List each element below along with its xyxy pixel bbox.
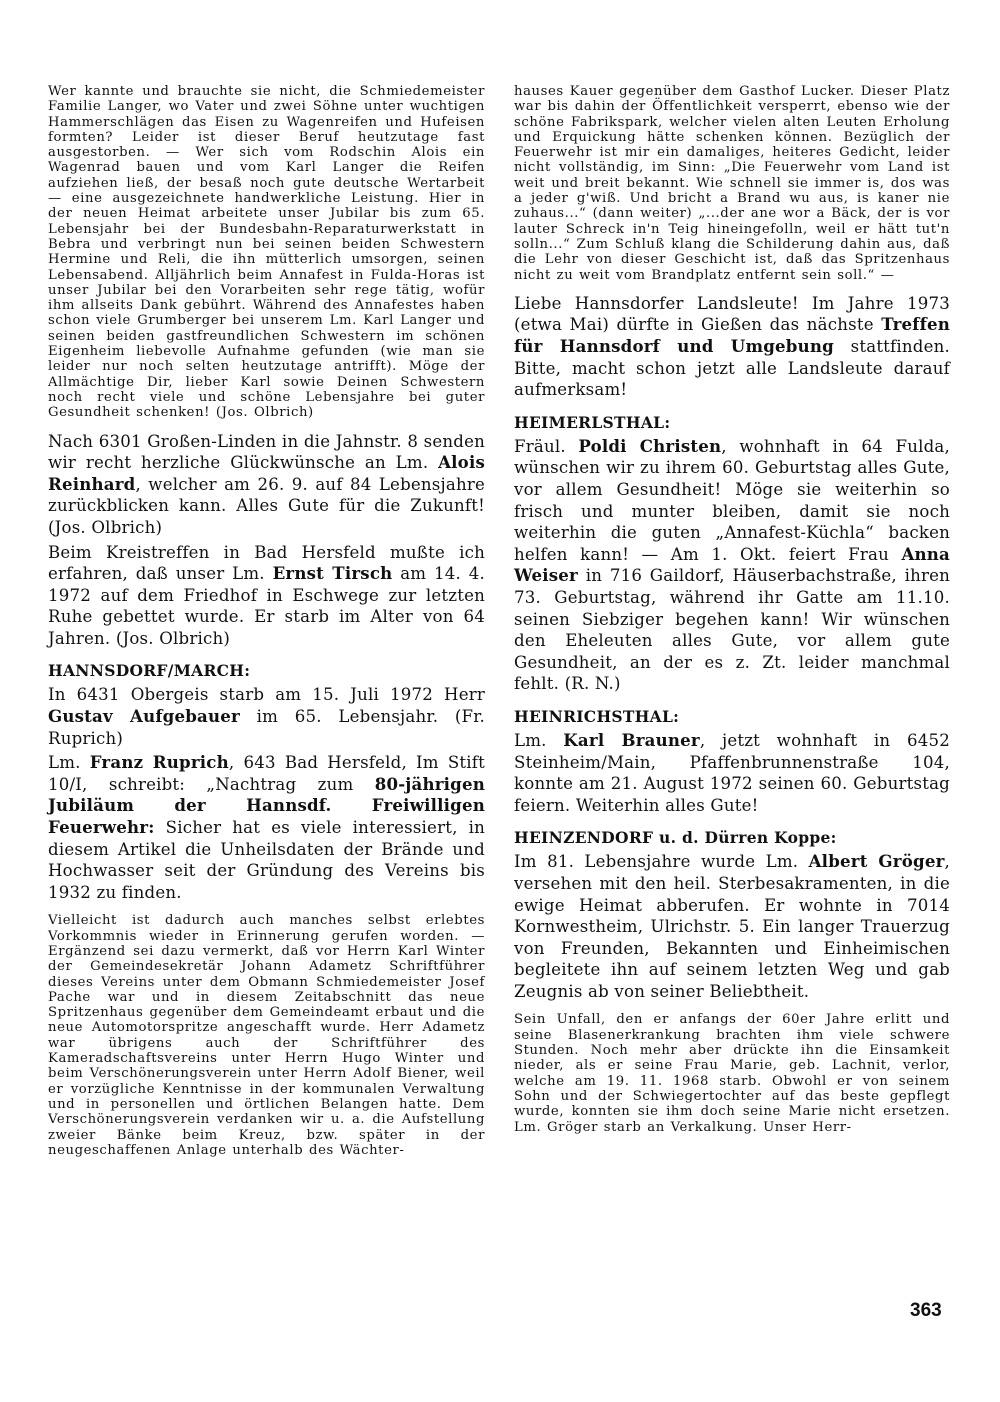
paragraph — [48, 913, 485, 1158]
bold-name: Albert Gröger — [808, 851, 945, 872]
text-run: In 6431 Obergeis starb am 15. Juli 1972 Herr — [48, 685, 485, 705]
text-run: , jetzt wohnhaft in 6452 Steinheim/Main, Pfaffenbrunnenstraße 104, konnte am 21. August 1972 seinen 60. Geburtstag feiern. Weiterhin alles Gute! — [514, 730, 950, 815]
left-column — [48, 84, 485, 1158]
text-run: Sicher hat es viele interessiert, in diesem Artikel die Unheilsdaten der Brände und Hochwasser seit der Gründung des Vereins bis 1932 zu finden. — [48, 818, 485, 902]
page-number: 363 — [910, 1300, 942, 1321]
text-run: HEIMERLSTHAL: — [514, 412, 671, 432]
text-run: Liebe Hannsdorfer Landsleute! Im Jahre 1973 (etwa Mai) dürfte in Gießen das nächste — [514, 293, 950, 335]
text-run: Beim Kreistreffen in Bad Hersfeld mußte ich erfahren, daß unser Lm. — [48, 542, 485, 584]
text-run: am 14. 4. 1972 auf dem Friedhof in Eschwege zur letzten Ruhe gebettet wurde. Er starb im Alter von 64 Jahren. (Jos. Olbrich) — [48, 564, 485, 648]
text-run: Lm. — [514, 730, 564, 750]
bold-name: Ernst Tirsch — [272, 563, 393, 584]
text-run: , versehen mit den heil. Sterbesakramenten, in die ewige Heimat abberufen. Er wohnte in 7014 Kornwestheim, Ulrichstr. 5. Ein langer Trauerzug von Freunden, Bekannten und Einheimischen begleitete ihn auf seinem letzten Weg und gab Zeugnis ab von seiner Beliebtheit. — [514, 852, 950, 1001]
text-run: stattfinden. Bitte, macht schon jetzt alle Landsleute darauf aufmerksam! — [514, 337, 950, 400]
text-run: im 65. Lebensjahr. (Fr. Ruprich) — [48, 707, 485, 748]
text-run: , 643 Bad Hersfeld, Im Stift 10/I, schreibt: „Nachtrag zum — [48, 753, 485, 794]
text-run: Fräul. — [514, 436, 579, 456]
text-run: HANNSDORF/MARCH: — [48, 661, 251, 681]
text-run: HEINZENDORF u. d. Dürren Koppe: — [514, 828, 837, 848]
paragraph — [514, 293, 950, 401]
bold-name: Treffen für Hannsdorf und Umgebung — [514, 314, 950, 357]
paragraph — [48, 542, 485, 650]
paragraph — [514, 84, 950, 283]
bold-name: Poldi Christen — [578, 435, 722, 456]
text-run: hauses Kauer gegenüber dem Gasthof Lucker. Dieser Platz war bis dahin der Öffentlichkeit versperrt, ebenso wie der schöne Fabrikspark, welcher vielen alten Leuten Erholung und Erquickung hätte schenken können. Bezüglich der Feuerwehr ist mir ein damaliges, heiteres Gedicht, leider nicht vollständig, im Sinn: „Die Feuerwehr vom Land ist weit und breit bekannt. Wie schnell sie immer is, dos was a jeder g'wiß. Und bricht a Brand wu aus, is kaner nie zuhaus...“ (dann weiter) „...der ane wor a Bäck, der is vor lauter Schreck in'n Teig hineingefolln, weil er hätt tut'n solln...“ Zum Schluß klang die Schilderung dahin aus, daß die Lehr von dieser Geschicht ist, daß das Spritzenhaus nicht zu weit vom Brandplatz entfernt sein soll.“ — — [514, 84, 950, 283]
text-run: , wohnhaft in 64 Fulda, wünschen wir zu ihrem 60. Geburtstag alles Gute, vor allem Gesundheit! Möge sie weiterhin so frisch und munter bleiben, damit sie noch weiterhin die guten „Annafest-Küchla“ backen helfen kann! — Am 1. Okt. feiert Frau — [514, 436, 950, 564]
paragraph — [514, 436, 950, 695]
bold-name: Anna Weiser — [514, 543, 950, 586]
text-run: Im 81. Lebensjahre wurde Lm. — [514, 852, 809, 872]
text-run: Vielleicht ist dadurch auch manches selbst erlebtes Vorkommnis wieder in Erinnerung gerufen worden. — Ergänzend sei dazu vermerkt, daß vor Herrn Karl Winter der Gemeindesekretär Johann Adametz Schriftführer dieses Vereins unter dem Obmann Schmiedemeister Josef Pache war und in diesem Zeitabschnitt das neue Spritzenhaus gegenüber dem Gemeindeamt erbaut und die neue Automotorspritze angeschafft wurde. Herr Adametz war übrigens auch der Schriftführer des Kameradschaftsvereins unter Herrn Hugo Winter und beim Verschönerungsverein unter Herrn Adolf Biener, weil er vorzügliche Kenntnisse in der kommunalen Verwaltung und in personellen und örtlichen Belangen hatte. Dem Verschönerungsverein verdanken wir u. a. die Aufstellung zweier Bänke beim Kreuz, bzw. später in der neugeschaffenen Anlage unterhalb des Wächter- — [48, 913, 485, 1158]
text-run: in 716 Gaildorf, Häuserbachstraße, ihren 73. Geburtstag, während ihr Gatte am 11.10. seinen Siebziger begehen kann! Wir wünschen den Eheleuten alles Gute, vor allem gute Gesundheit, an der es z. Zt. leider manchmal fehlt. (R. N.) — [514, 566, 950, 694]
text-run: Lm. — [48, 753, 90, 773]
bold-name: Gustav Aufgebauer — [48, 706, 240, 727]
section-heading — [514, 707, 950, 726]
bold-name: 80-jährigen Jubiläum der Hannsdf. Freiwilligen Feuerwehr: — [48, 773, 485, 838]
bold-name: Karl Brauner — [563, 729, 700, 750]
paragraph — [514, 730, 950, 816]
bold-name: Alois Reinhard — [48, 452, 485, 494]
text-run: Sein Unfall, den er anfangs der 60er Jahre erlitt und seine Blasenerkrankung brachten ihm viele schwere Stunden. Noch mehr aber drückte ihn die Einsamkeit nieder, als er seine Frau Marie, geb. Lachnit, verlor, welche am 19. 11. 1968 starb. Obwohl er von seinem Sohn und der Schwiegertochter auf das beste gepflegt wurde, konnten sie ihm doch seine Marie nicht ersetzen. Lm. Gröger starb an Verkalkung. Unser Herr- — [514, 1012, 950, 1135]
text-run: HEINRICHSTHAL: — [514, 706, 680, 726]
right-column — [514, 84, 950, 1135]
bold-name: Franz Ruprich — [89, 752, 229, 773]
section-heading — [514, 413, 950, 432]
paragraph — [48, 84, 485, 421]
section-heading — [48, 661, 485, 680]
paragraph — [48, 431, 485, 539]
text-run: , welcher am 26. 9. auf 84 Lebensjahre zurückblicken kann. Alles Gute für die Zukunft! (Jos. Olbrich) — [48, 474, 485, 537]
paragraph — [48, 752, 485, 903]
text-run: Wer kannte und brauchte sie nicht, die Schmiedemeister Familie Langer, wo Vater und zwei Söhne unter wuchtigen Hammerschlägen das Eisen zu Wagenreifen und Hufeisen formten? Leider ist dieser Beruf heutzutage fast ausgestorben. — Wer sich vom Rodschin Alois ein Wagenrad bauen und vom Karl Langer die Reifen aufziehen ließ, der besaß noch gute deutsche Wertarbeit — eine ausgezeichnete handwerkliche Leistung. Hier in der neuen Heimat arbeitete unser Jubilar bis zum 65. Lebensjahr bei der Bundesbahn-Reparaturwerkstatt in Bebra und verbringt nun bei seinen beiden Schwestern Hermine und Reli, die ihn mütterlich umsorgen, seinen Lebensabend. Alljährlich beim Annafest in Fulda-Horas ist unser Jubilar bei den Vorarbeiten sehr rege tätig, wofür ihm allseits Dank gebührt. Während des Annafestes haben schon viele Grumberger bei unserem Lm. Karl Langer und seinen beiden gastfreundlichen Schwestern im schönen Eigenheim liebevolle Aufnahme gefunden (wie man sie leider nur noch selten heutzutage antrifft). Möge der Allmächtige Dir, lieber Karl sowie Deinen Schwestern noch recht viele und schöne Lebensjahre bei guter Gesundheit schenken! (Jos. Olbrich) — [48, 84, 485, 421]
paragraph — [48, 684, 485, 749]
paragraph — [514, 1012, 950, 1134]
text-run: Nach 6301 Großen-Linden in die Jahnstr. 8 senden wir recht herzliche Glückwünsche an Lm. — [48, 431, 485, 473]
paragraph — [514, 851, 950, 1002]
section-heading — [514, 828, 950, 847]
